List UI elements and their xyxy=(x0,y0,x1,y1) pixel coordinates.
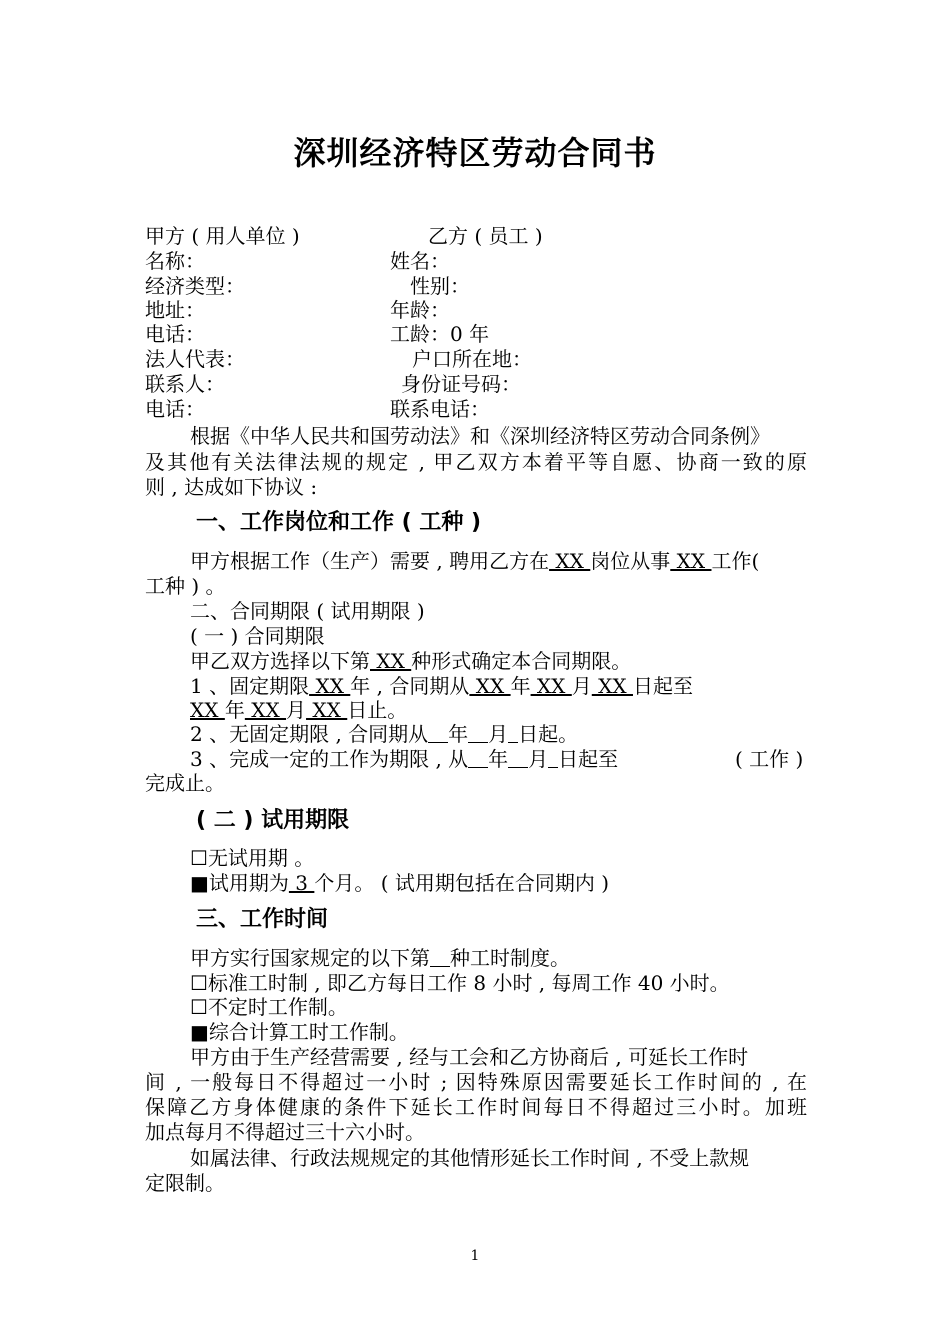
work-hours-system-line xyxy=(190,946,570,970)
task-term-end: 完成止。 xyxy=(145,771,225,795)
intro-line-3: 则 , 达成如下协议 : xyxy=(145,475,318,499)
fixed-term-end-line xyxy=(190,698,407,722)
intro-line-1: 根据《中华人民共和国劳动法》和《深圳经济特区劳动合同条例》 xyxy=(190,424,770,448)
from-month-value: XX xyxy=(530,674,572,698)
text-span: 日起至 xyxy=(558,747,619,771)
text-span: 年 xyxy=(224,698,245,722)
term-choice-value: XX xyxy=(370,649,412,673)
from-day-value: XX xyxy=(591,674,633,698)
overtime-line-2: 间 , 一般每日不得超过一小时 ; 因特殊原因需要延长工作时间的 , 在 xyxy=(145,1070,807,1094)
from-year-value: XX xyxy=(469,674,511,698)
standard-hours-option xyxy=(190,971,730,995)
text-span: 日止。 xyxy=(347,698,408,722)
overtime-line-4: 加点每月不得超过三十六小时。 xyxy=(145,1120,425,1144)
task-term-line xyxy=(190,747,618,771)
text-span: 岗位从事 xyxy=(590,549,671,573)
post-value: XX xyxy=(549,549,591,573)
to-month-value: XX xyxy=(244,698,287,722)
law-exception-line-2: 定限制。 xyxy=(145,1171,225,1195)
checkbox-empty-icon: ☐ xyxy=(190,995,208,1019)
checkbox-filled-icon: ■ xyxy=(190,1020,209,1044)
trial-option xyxy=(190,871,609,895)
text-span: 甲方根据工作（生产）需要 , 聘用乙方在 xyxy=(190,549,550,573)
text-span: 种工时制度。 xyxy=(450,946,570,970)
party-b-gender: 性别： xyxy=(410,274,470,298)
flexible-hours-option xyxy=(190,995,348,1019)
text-span: 种形式确定本合同期限。 xyxy=(411,649,632,673)
text-span: 综合计算工时工作制。 xyxy=(208,1020,409,1044)
blank-field xyxy=(468,724,488,743)
checkbox-empty-icon: ☐ xyxy=(190,971,208,995)
party-a-address: 地址： xyxy=(145,298,205,322)
party-b-name: 姓名： xyxy=(390,249,450,273)
comprehensive-hours-option xyxy=(190,1020,409,1044)
job-value: XX xyxy=(670,549,712,573)
text-span: 月 xyxy=(528,747,549,771)
task-work-label: ( 工作 ) xyxy=(735,747,804,771)
overtime-line-1: 甲方由于生产经营需要 , 经与工会和乙方协商后 , 可延长工作时 xyxy=(190,1045,749,1069)
text-span: 3 、完成一定的工作为期限 , 从 xyxy=(190,747,469,771)
section-3-heading: 三、工作时间 xyxy=(196,907,329,932)
text-span: 年 xyxy=(510,674,531,698)
term-choice-line xyxy=(190,649,631,673)
text-span: 月 xyxy=(571,674,592,698)
text-span: 甲乙双方选择以下第 xyxy=(190,649,370,673)
law-exception-line-1: 如属法律、行政法规规定的其他情形延长工作时间 , 不受上款规 xyxy=(190,1146,750,1170)
party-a-name: 名称： xyxy=(145,249,205,273)
blank-field xyxy=(508,724,518,743)
party-a-legal-rep: 法人代表： xyxy=(145,347,245,371)
party-a-phone: 电话： xyxy=(145,322,205,346)
text-span: 不定时工作制。 xyxy=(207,995,348,1019)
party-b-id-number: 身份证号码： xyxy=(401,372,521,396)
text-span: 年 xyxy=(448,722,469,746)
section-1-heading: 一、工作岗位和工作 ( 工种 ) xyxy=(196,510,482,535)
text-span: 无试用期 。 xyxy=(207,846,315,870)
intro-line-2: 及其他有关法律法规的规定 , 甲乙双方本着平等自愿、协商一致的原 xyxy=(145,450,807,474)
text-span: 2 、无固定期限 , 合同期从 xyxy=(190,722,429,746)
party-a-header: 甲方 ( 用人单位 ) xyxy=(145,224,300,248)
subsection-contract-term: ( 一 ) 合同期限 xyxy=(190,624,325,648)
open-term-line xyxy=(190,722,578,746)
party-a-contact: 联系人： xyxy=(145,372,225,396)
text-span: 1 、固定期限 xyxy=(190,674,310,698)
text-span: 日起至 xyxy=(632,674,693,698)
page-number: 1 xyxy=(470,1248,480,1264)
text-span: 工作( xyxy=(711,549,760,573)
party-a-phone2: 电话： xyxy=(145,397,205,421)
subsection-trial-heading: ( 二 ) 试用期限 xyxy=(196,808,350,833)
no-trial-option xyxy=(190,846,314,870)
text-span: 月 xyxy=(286,698,307,722)
blank-field xyxy=(468,749,488,768)
party-a-econ-type: 经济类型： xyxy=(145,274,245,298)
party-b-contact-phone: 联系电话： xyxy=(390,397,490,421)
trial-months-value: 3 xyxy=(288,871,315,895)
text-span: 月 xyxy=(488,722,509,746)
overtime-line-3: 保障乙方身体健康的条件下延长工作时间每日不得超过三小时。加班 xyxy=(145,1095,807,1119)
section-1-paragraph xyxy=(190,549,759,573)
blank-field xyxy=(430,948,450,967)
text-span: 个月。 ( 试用期包括在合同期内 ) xyxy=(314,871,610,895)
text-span: 年 , 合同期从 xyxy=(350,674,470,698)
checkbox-empty-icon: ☐ xyxy=(190,846,208,870)
section-2-heading: 二、合同期限 ( 试用期限 ) xyxy=(190,599,425,623)
party-b-header: 乙方 ( 员工 ) xyxy=(428,224,543,248)
party-b-seniority: 工龄：0 年 xyxy=(390,322,490,346)
section-1-line-2: 工种 ) 。 xyxy=(145,574,226,598)
blank-field xyxy=(508,749,528,768)
text-span: 标准工时制 , 即乙方每日工作 8 小时 , 每周工作 40 小时。 xyxy=(207,971,730,995)
to-year-value: XX xyxy=(190,698,225,722)
checkbox-filled-icon: ■ xyxy=(190,871,209,895)
to-day-value: XX xyxy=(306,698,348,722)
document-title: 深圳经济特区劳动合同书 xyxy=(293,134,657,172)
blank-field xyxy=(428,724,448,743)
blank-field xyxy=(548,749,558,768)
fixed-term-line xyxy=(190,674,693,698)
text-span: 年 xyxy=(488,747,509,771)
text-span: 试用期为 xyxy=(208,871,289,895)
text-span: 甲方实行国家规定的以下第 xyxy=(190,946,430,970)
text-span: 日起。 xyxy=(518,722,579,746)
fixed-years-value: XX xyxy=(309,674,351,698)
party-b-age: 年龄： xyxy=(390,298,450,322)
party-b-hukou: 户口所在地： xyxy=(412,347,532,371)
